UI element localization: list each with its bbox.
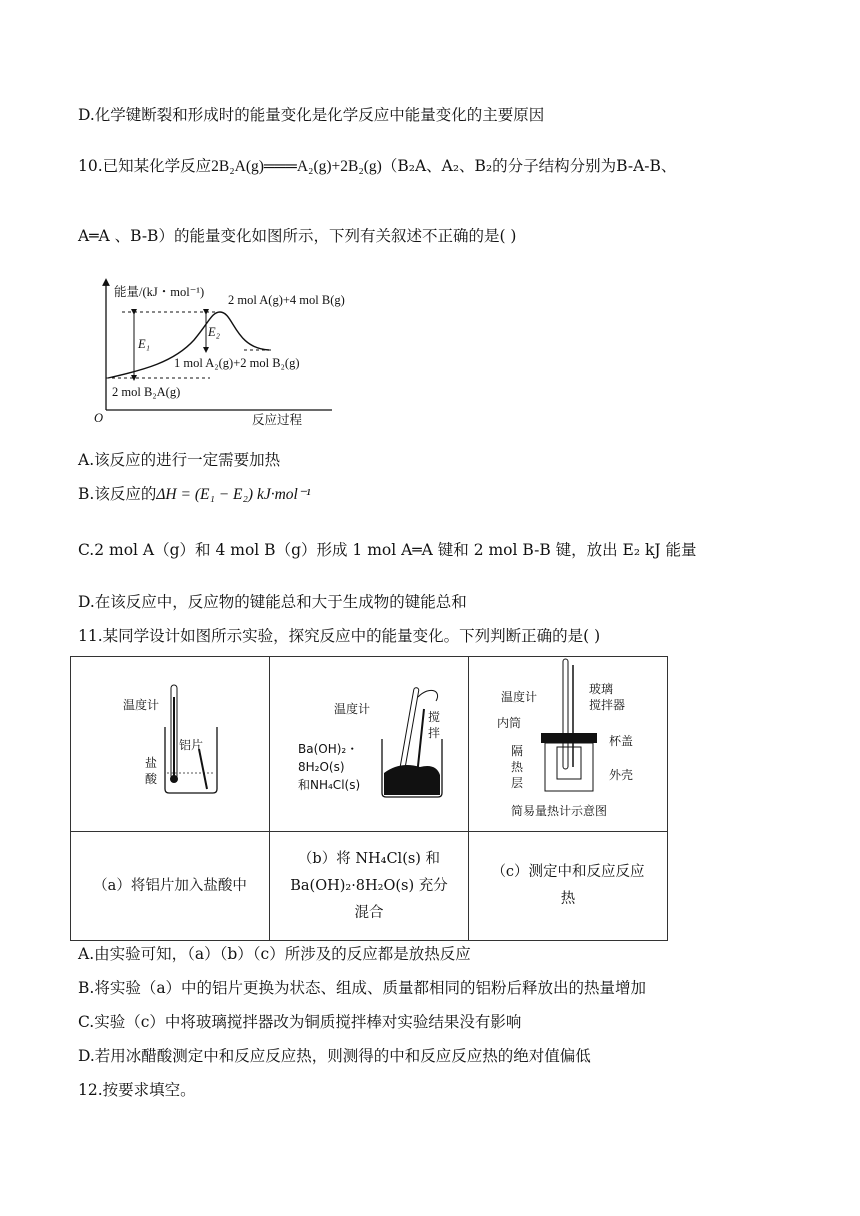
figure-a-cell [71,657,270,832]
svg-text:玻璃: 玻璃 [589,682,614,696]
q10-reaction-equation: 2B₂A(g)═══A₂(g)+2B₂(g) [211,158,382,175]
svg-text:简易量热计示意图: 简易量热计示意图 [511,804,608,818]
low-level-label: 2 mol B₂A(g) [112,385,181,399]
svg-text:搅拌器: 搅拌器 [589,698,626,712]
figure-c-cell [469,657,668,832]
svg-text:隔: 隔 [511,744,524,758]
q11-option-c: C.实验（c）中将玻璃搅拌器改为铜质搅拌棒对实验结果没有影响 [78,1013,522,1031]
e2-label: E₂ [208,325,220,339]
solid-mixture [384,765,440,795]
svg-text:酸: 酸 [145,772,158,786]
q11-stem: 11.某同学设计如图所示实验，探究反应中的能量变化。下列判断正确的是( ) [78,627,601,645]
origin-label: O [94,411,104,425]
x-axis-label: 反应过程 [252,413,303,427]
q10-option-c: C.2 mol A（g）和 4 mol B（g）形成 1 mol A═A 键和 2 mol B-B 键，放出 E₂ kJ 能量 [78,541,697,559]
svg-text:温度计: 温度计 [123,698,160,712]
figure-c-calorimeter [469,657,667,831]
q10-stem-line1: 10.已知某化学反应2B₂A(g)═══A₂(g)+2B₂(g)（B₂A、A₂、B₂的分子结构分别为B-A-B、 [78,157,677,175]
lid [541,733,597,743]
delta-h-formula: ΔH = (E₁ − E₂) kJ·mol⁻¹ [156,486,311,503]
outer-shell [545,743,593,791]
caption-b: （b）将 NH₄Cl(s) 和 Ba(OH)₂·8H₂O(s) 充分 混合 [270,832,469,941]
q11-option-b: B.将实验（a）中的铝片更换为状态、组成、质量都相同的铝粉后释放出的热量增加 [78,979,647,997]
caption-c: （c）测定中和反应反应 热 [469,832,668,941]
mid-level-label: 1 mol A₂(g)+2 mol B₂(g) [174,356,300,370]
svg-text:层: 层 [511,776,524,790]
q12-stem: 12.按要求填空。 [78,1081,196,1099]
svg-text:外壳: 外壳 [609,768,634,782]
svg-text:搅: 搅 [428,710,441,724]
svg-text:温度计: 温度计 [334,702,371,716]
q11-option-a: A.由实验可知，（a）（b）（c）所涉及的反应都是放热反应 [78,945,471,963]
q9-option-d: D.化学键断裂和形成时的能量变化是化学反应中能量变化的主要原因 [78,106,545,124]
svg-text:热: 热 [511,760,524,774]
figure-b-endothermic-mix [270,657,468,831]
q10-option-b: B.该反应的ΔH = (E₁ − E₂) kJ·mol⁻¹ [78,485,311,503]
figure-b-cell [270,657,469,832]
q10-option-a: A.该反应的进行一定需要加热 [78,451,281,469]
svg-text:杯盖: 杯盖 [609,734,634,748]
inner-cup [557,747,581,779]
svg-text:和NH₄Cl(s): 和NH₄Cl(s) [298,778,361,792]
y-axis-label: 能量/(kJ・mol⁻¹) [114,285,205,299]
svg-text:Ba(OH)₂・: Ba(OH)₂・ [298,742,359,756]
svg-text:铝片: 铝片 [179,738,204,752]
caption-a: （a）将铝片加入盐酸中 [71,832,270,941]
e1-label: E₁ [138,337,150,351]
svg-text:盐: 盐 [145,756,158,770]
top-level-label: 2 mol A(g)+4 mol B(g) [228,293,345,307]
q10-stem-line2: A═A 、B-B）的能量变化如图所示，下列有关叙述不正确的是( ) [78,227,517,245]
svg-text:8H₂O(s): 8H₂O(s) [298,760,345,774]
q11-experiment-table [70,656,668,941]
svg-text:温度计: 温度计 [501,690,538,704]
svg-text:内筒: 内筒 [497,716,522,730]
q11-option-d: D.若用冰醋酸测定中和反应反应热，则测得的中和反应反应热的绝对值偏低 [78,1047,591,1065]
thermometer-c [563,659,568,769]
q10-option-d: D.在该反应中，反应物的键能总和大于生成物的键能总和 [78,593,467,611]
figure-a-aluminum-in-acid [71,657,269,831]
svg-text:拌: 拌 [428,726,441,740]
q10-energy-diagram [94,272,374,432]
aluminum-foil [199,749,207,789]
